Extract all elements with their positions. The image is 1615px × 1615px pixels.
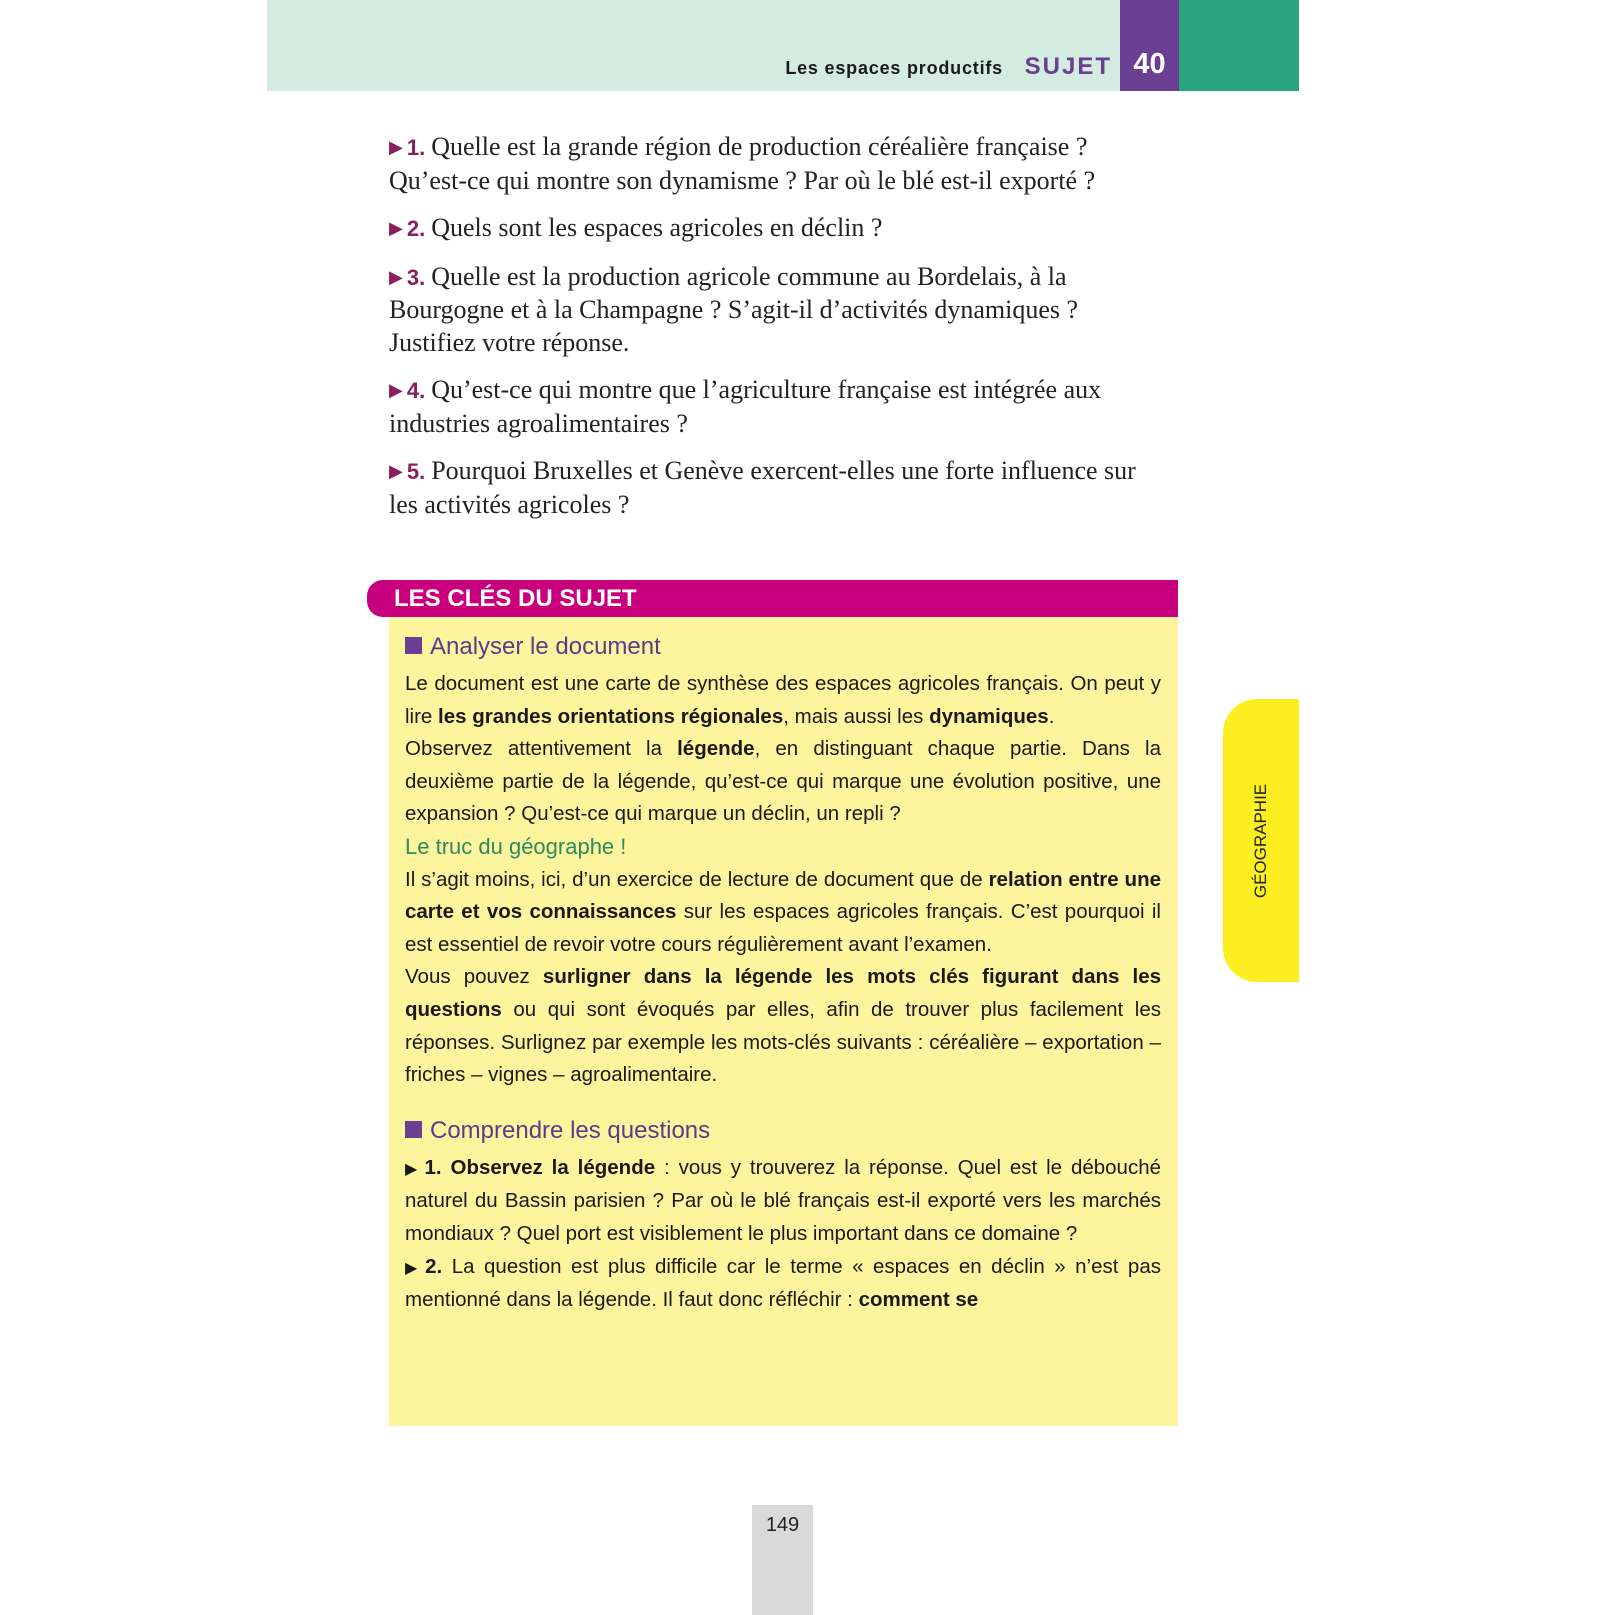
spacer xyxy=(405,1092,1161,1114)
section-heading xyxy=(405,630,1161,664)
text: . xyxy=(1048,704,1055,728)
paragraph xyxy=(405,961,1161,1091)
text: ou qui sont évoqués par elles, afin de trouver plus facilement les réponses. Surlignez par exemple les mots-clés suivants : céréalière – exportation – friches – vignes – agroalimentaire. xyxy=(405,997,1161,1087)
text: , en distinguant chaque partie. Dans la deuxième partie de la légende, qu’est-ce qui marque une évolution positive, une expansion ? Qu’est-ce qui marque un déclin, un repli ? xyxy=(405,737,1161,826)
triangle-bullet-icon: ▶ xyxy=(405,1257,422,1277)
text: , mais aussi les xyxy=(783,704,930,728)
page-number-box xyxy=(752,1505,813,1615)
question-text: Quels sont les espaces agricoles en déclin ? xyxy=(431,213,883,242)
bold-text: les grandes orientations régionales xyxy=(438,704,784,728)
triangle-bullet-icon: ▶ xyxy=(389,380,403,401)
section-heading-text: Comprendre les questions xyxy=(430,1116,711,1144)
sujet-number: 40 xyxy=(1133,48,1166,80)
bold-text: 2. xyxy=(425,1254,443,1278)
triangle-bullet-icon: ▶ xyxy=(389,137,403,158)
bold-text: relation entre une carte et vos connaissances xyxy=(405,867,1161,924)
paragraph xyxy=(405,864,1161,962)
text: sur les espaces agricoles français. C’est pourquoi il est essentiel de revoir votre cours régulièrement avant l’examen. xyxy=(405,900,1161,956)
question-number: 1. xyxy=(406,135,426,160)
cles-banner xyxy=(367,580,1178,617)
question-text: Quelle est la production agricole commune au Bordelais, à la Bourgogne et à la Champagne ? S’agit-il d’activités dynamiques ? Justifiez votre réponse. xyxy=(389,261,1079,357)
cles-content xyxy=(405,630,1161,1317)
section-heading xyxy=(405,1114,1161,1148)
triangle-bullet-icon: ▶ xyxy=(389,266,403,288)
bold-text: légende xyxy=(677,737,755,761)
question-item xyxy=(389,131,1149,197)
tip-title: Le truc du géographe ! xyxy=(405,833,627,859)
cles-banner-title: LES CLÉS DU SUJET xyxy=(394,585,637,612)
bold-text: 1. xyxy=(424,1155,442,1179)
text: Il s’agit moins, ici, d’un exercice de lecture de document que de xyxy=(405,867,989,891)
header-band xyxy=(267,0,1120,91)
subject-side-tab xyxy=(1223,699,1299,982)
triangle-bullet-icon: ▶ xyxy=(405,1158,421,1178)
square-bullet-icon xyxy=(405,637,422,654)
paragraph xyxy=(405,668,1161,733)
question-text: Quelle est la grande région de production céréalière française ? Qu’est-ce qui montre son dynamisme ? Par où le blé est-il exporté ? xyxy=(389,132,1096,195)
side-tab-label: GÉOGRAPHIE xyxy=(1251,783,1270,898)
question-item xyxy=(389,212,1149,246)
question-item xyxy=(389,261,1089,360)
question-text: Pourquoi Bruxelles et Genève exercent-elles une forte influence sur les activités agricoles ? xyxy=(389,456,1136,519)
sujet-number-box xyxy=(1120,0,1179,91)
paragraph xyxy=(405,1251,1161,1317)
question-number: 5. xyxy=(406,459,426,484)
section-title: Les espaces productifs xyxy=(785,58,1003,78)
bold-text: dynamiques xyxy=(929,704,1049,728)
text: : vous y trouverez la réponse. Quel est le débouché naturel du Bassin parisien ? Par où le blé français est-il exporté vers les marchés mondiaux ? Quel port est visiblement le plus important dans ce domaine ? xyxy=(405,1155,1161,1245)
question-number: 2. xyxy=(406,216,426,241)
text: La question est plus difficile car le terme « espaces en déclin » n’est pas mentionné dans la légende. Il faut donc réfléchir : xyxy=(405,1254,1161,1312)
header-accent-box xyxy=(1179,0,1299,91)
page-number: 149 xyxy=(765,1514,800,1536)
bold-text: comment se xyxy=(858,1288,979,1312)
text: Vous pouvez xyxy=(405,965,543,989)
questions-list xyxy=(389,131,1149,536)
question-item xyxy=(389,455,1149,521)
text: Observez attentivement la xyxy=(405,737,678,761)
square-bullet-icon xyxy=(405,1121,422,1138)
triangle-bullet-icon: ▶ xyxy=(389,218,403,239)
bold-text: Observez la légende xyxy=(450,1155,656,1179)
bold-text: surligner dans la légende les mots clés figurant dans les questions xyxy=(405,965,1162,1021)
paragraph xyxy=(405,733,1161,831)
question-number: 3. xyxy=(406,264,426,290)
question-number: 4. xyxy=(406,378,426,403)
question-text: Qu’est-ce qui montre que l’agriculture française est intégrée aux industries agroalimentaires ? xyxy=(389,375,1102,438)
text: Le document est une carte de synthèse des espaces agricoles français. On peut y lire xyxy=(405,672,1161,728)
section-heading-text: Analyser le document xyxy=(430,633,661,660)
paragraph xyxy=(405,1152,1161,1251)
question-item xyxy=(389,374,1109,440)
sujet-label: SUJET xyxy=(1024,53,1112,80)
triangle-bullet-icon: ▶ xyxy=(389,461,403,482)
